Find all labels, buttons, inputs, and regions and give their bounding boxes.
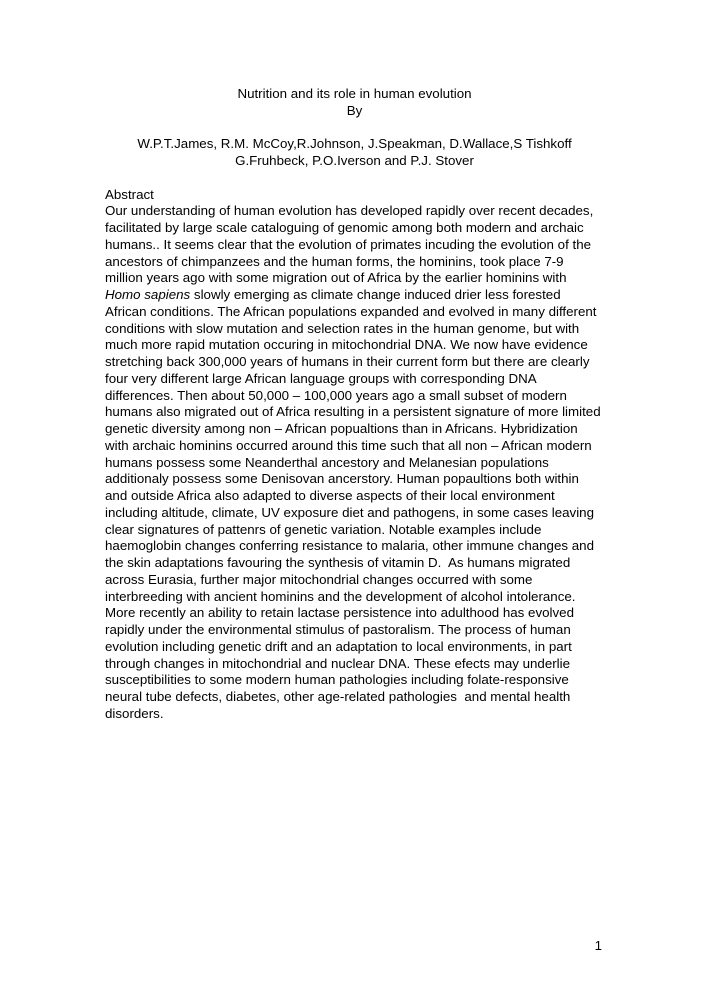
authors-line-2: G.Fruhbeck, P.O.Iverson and P.J. Stover <box>235 153 474 168</box>
abstract-italic-homo-sapiens: Homo sapiens <box>105 287 191 302</box>
page-number: 1 <box>594 938 602 953</box>
abstract-text-part-1: Our understanding of human evolution has developed rapidly over recent decades, facilitated by large scale cataloguing of genomic among both modern and archaic humans.. It seems clear that the evolution of primates incuding the evolution of the ancestors of chimpanzees and the human forms, the hominins, took place 7-9 million years ago with some migration out of Africa by the earlier hominins with <box>105 203 597 286</box>
authors-line-1: W.P.T.James, R.M. McCoy,R.Johnson, J.Speakman, D.Wallace,S Tishkoff <box>137 136 572 152</box>
abstract-text-part-2: slowly emerging as climate change induced drier less forested African conditions. The African populations expanded and evolved in many different conditions with slow mutation and selection rates in the human genome, but with much more rapid mutation occuring in mitochondrial DNA. We now have evidence stretching back 300,000 years of humans in their current form but there are clearly four very different large African language groups with corresponding DNA differences. Then about 50,000 – 100,000 years ago a small subset of modern humans also migrated out of Africa resulting in a persistent signature of more limited genetic diversity among non – African popualtions than in Africans. Hybridization with archaic hominins occurred around this time such that all non – African modern humans possess some Neanderthal ancestory and Melanesian populations additionaly possess some Denisovan ancerstory. Human popaultions both within and outside Africa also adapted to diverse aspects of their local environment including altitude, climate, UV exposure diet and pathogens, in some cases leaving clear signatures of pattenrs of genetic variation. Notable examples include haemoglobin changes conferring resistance to malaria, other immune changes and the skin adaptations favouring the synthesis of vitamin D. As humans migrated across Eurasia, further major mitochondrial changes occurred with some interbreeding with ancient hominins and the development of alcohol intolerance. More recently an ability to retain lactase persistence into adulthood has evolved rapidly under the environmental stimulus of pastoralism. The process of human evolution including genetic drift and an adaptation to local environments, in part through changes in mitochondrial and nuclear DNA. These efects may underlie susceptibilities to some modern human pathologies including folate-responsive neural tube defects, diabetes, other age-related pathologies and mental health disorders. <box>105 287 605 721</box>
byline: By <box>346 102 363 118</box>
spacer <box>105 120 604 137</box>
spacer <box>105 170 604 187</box>
document-content <box>105 86 604 723</box>
abstract-heading: Abstract <box>105 186 154 202</box>
abstract-paragraph <box>105 203 604 722</box>
paper-title: Nutrition and its role in human evolution <box>237 86 472 101</box>
